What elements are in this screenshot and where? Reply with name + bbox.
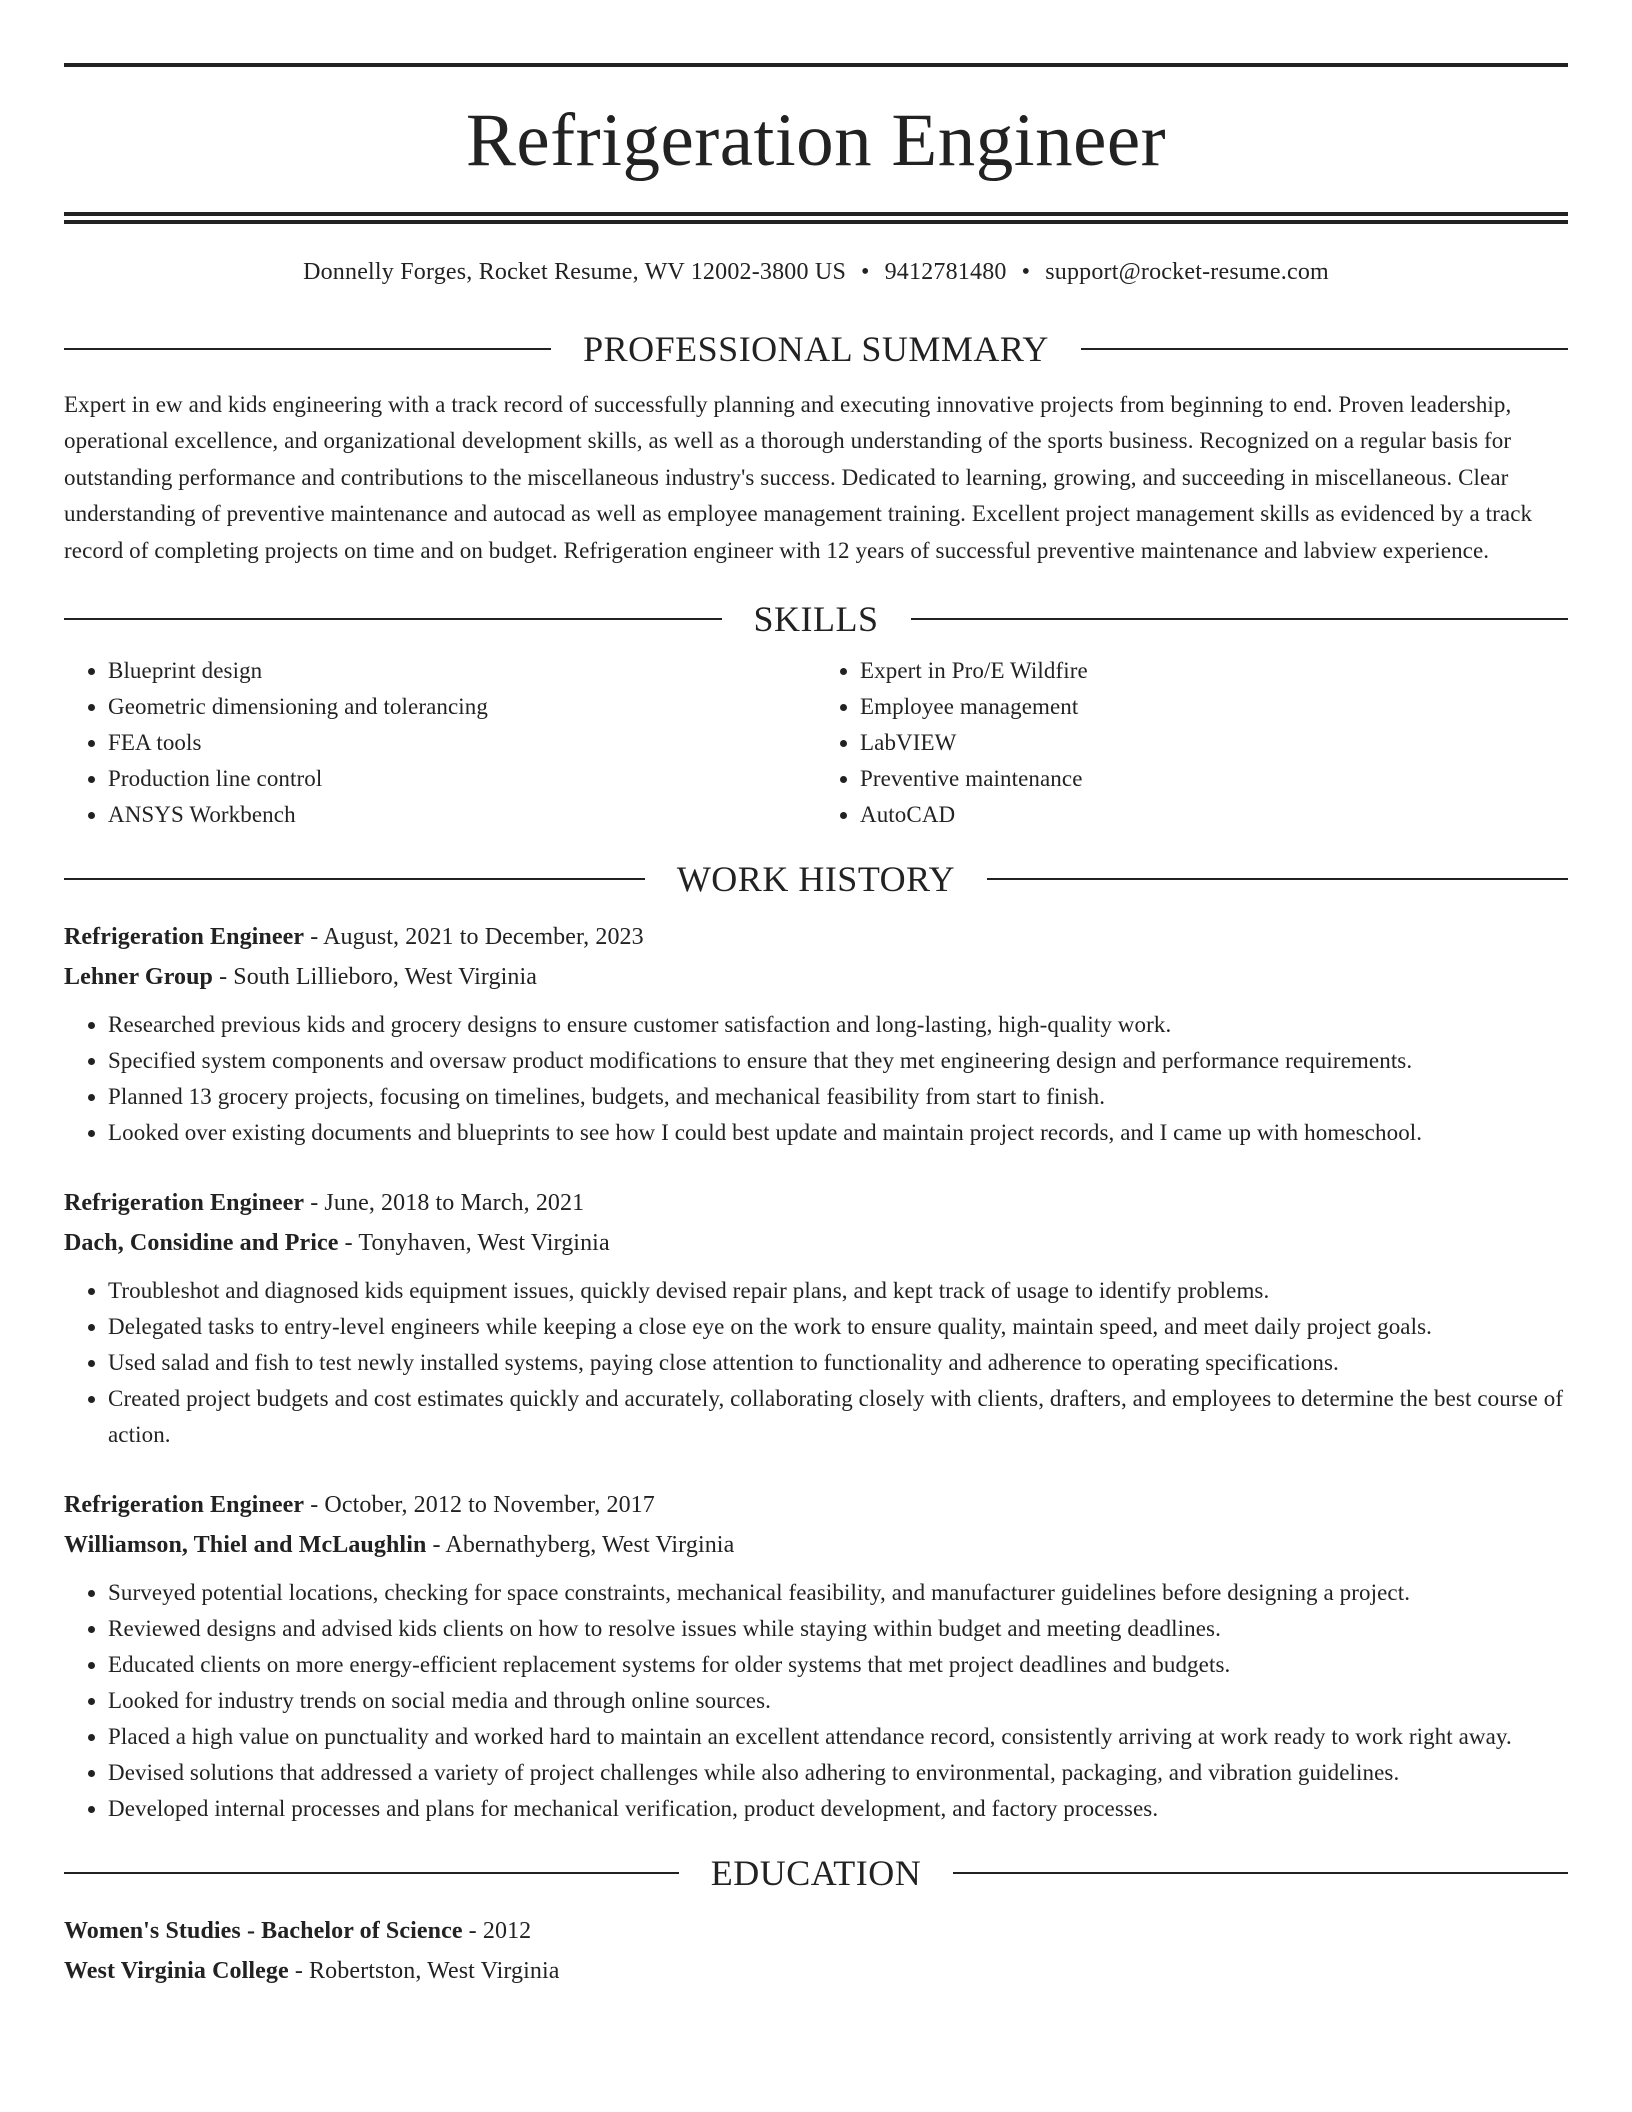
job-bullet: • Researched previous kids and grocery designs to ensure customer satisfaction and long-lasting, high-quality work. [108,1007,1568,1043]
skill-item: • AutoCAD [860,797,1568,833]
job-bullet: • Devised solutions that addressed a variety of project challenges while also adhering to environmental, packaging, and vibration guidelines. [108,1755,1568,1791]
job-dates: - October, 2012 to November, 2017 [304,1492,655,1519]
education-heading-text: EDUCATION [710,1853,922,1894]
job-location: - South Lillieboro, West Virginia [213,964,538,991]
skills-heading-text: SKILLS [753,599,879,640]
contact-separator: • [861,259,870,285]
job-bullet: • Educated clients on more energy-efficient replacement systems for older systems that met project deadlines and budgets. [108,1647,1568,1683]
education-entry [64,1911,1568,1991]
work-history-heading [64,859,1568,900]
job-bullets [64,1273,1568,1453]
job-bullet: • Surveyed potential locations, checking for space constraints, mechanical feasibility, and manufacturer guidelines before designing a project. [108,1575,1568,1611]
job-title-line [64,917,1568,957]
job-role: Refrigeration Engineer [64,1190,305,1217]
education-school: West Virginia College [64,1958,289,1985]
resume-page [64,0,1568,1991]
work-history-heading-text: WORK HISTORY [676,859,956,900]
job-bullet: • Planned 13 grocery projects, focusing on timelines, budgets, and mechanical feasibility from start to finish. [108,1079,1568,1115]
summary-text: Expert in ew and kids engineering with a track record of successfully planning and executing innovative projects from beginning to end. Proven leadership, operational excellence, and organizational development skills, as well as a thorough understanding of the sports business. Recognized on a regular basis for outstanding performance and contributions to the miscellaneous industry's success. Dedicated to learning, growing, and succeeding in miscellaneous. Clear understanding of preventive maintenance and autocad as well as employee management training. Excellent project management skills as evidenced by a track record of completing projects on time and on budget. Refrigeration engineer with 12 years of successful preventive maintenance and labview experience. [64,391,1533,563]
skills-left-list [64,653,816,833]
job-bullet: • Created project budgets and cost estimates quickly and accurately, collaborating closely with clients, drafters, and employees to determine the best course of action. [108,1381,1568,1453]
job-bullet: • Reviewed designs and advised kids clients on how to resolve issues while staying within budget and meeting deadlines. [108,1611,1568,1647]
contact-phone[interactable]: 9412781480 [884,259,1007,285]
job-entry [64,1183,1568,1453]
skill-item: • FEA tools [108,725,816,761]
job-title-line [64,1183,1568,1223]
skill-item: • Employee management [860,689,1568,725]
job-entry [64,1485,1568,1827]
education-year: - 2012 [462,1918,532,1945]
education-location: - Robertston, West Virginia [288,1958,560,1985]
job-company: Williamson, Thiel and McLaughlin [64,1532,427,1559]
contact-separator: • [1021,259,1031,285]
job-dates: - August, 2021 to December, 2023 [304,924,644,951]
job-bullet: • Placed a high value on punctuality and worked hard to maintain an excellent attendance record, consistently arriving at work ready to work right away. [108,1719,1568,1755]
education-heading [64,1853,1568,1894]
summary-heading [64,328,1568,369]
skill-item: • Production line control [108,761,816,797]
job-company-line [64,957,1568,997]
skill-item: • Geometric dimensioning and tolerancing [108,689,816,725]
skills-heading [64,599,1568,640]
skills-columns [64,653,1568,833]
skill-item: • LabVIEW [860,725,1568,761]
education-degree-line [64,1911,1568,1951]
job-company-line [64,1525,1568,1565]
job-role: Refrigeration Engineer [64,1492,305,1519]
skill-item: • Expert in Pro/E Wildfire [860,653,1568,689]
job-bullet: • Used salad and fish to test newly installed systems, paying close attention to functionality and adherence to operating specifications. [108,1345,1568,1381]
contact-email[interactable]: support@rocket-resume.com [1045,259,1329,285]
job-bullet: • Delegated tasks to entry-level engineers while keeping a close eye on the work to ensure quality, maintain speed, and meet daily project goals. [108,1309,1568,1345]
job-bullet: • Looked over existing documents and blueprints to see how I could best update and maintain project records, and I came up with homeschool. [108,1115,1568,1151]
job-bullets [64,1007,1568,1151]
job-bullet: • Looked for industry trends on social media and through online sources. [108,1683,1568,1719]
job-location: - Abernathyberg, West Virginia [426,1532,735,1559]
job-company-line [64,1223,1568,1263]
job-dates: - June, 2018 to March, 2021 [304,1190,585,1217]
summary-heading-text: PROFESSIONAL SUMMARY [583,328,1049,369]
skill-item: • Blueprint design [108,653,816,689]
education-school-line [64,1951,1568,1991]
job-role: Refrigeration Engineer [64,924,305,951]
skill-item: • ANSYS Workbench [108,797,816,833]
contact-address: Donnelly Forges, Rocket Resume, WV 12002-3800 US [303,259,846,285]
education-degree: Women's Studies - Bachelor of Science [64,1918,463,1945]
job-bullet: • Specified system components and oversaw product modifications to ensure that they met engineering design and performance requirements. [108,1043,1568,1079]
job-company: Dach, Considine and Price [64,1230,339,1257]
resume-title: Refrigeration Engineer [465,99,1167,182]
top-rule [64,63,1568,67]
job-company: Lehner Group [64,964,214,991]
skill-item: • Preventive maintenance [860,761,1568,797]
contact-line [64,258,1568,287]
skills-right-list [816,653,1568,833]
job-bullet: • Developed internal processes and plans for mechanical verification, product development, and factory processes. [108,1791,1568,1827]
job-bullet: • Troubleshot and diagnosed kids equipment issues, quickly devised repair plans, and kept track of usage to identify problems. [108,1273,1568,1309]
job-bullets [64,1575,1568,1827]
job-entry [64,917,1568,1151]
job-title-line [64,1485,1568,1525]
title-double-rule [64,212,1568,224]
job-location: - Tonyhaven, West Virginia [338,1230,610,1257]
